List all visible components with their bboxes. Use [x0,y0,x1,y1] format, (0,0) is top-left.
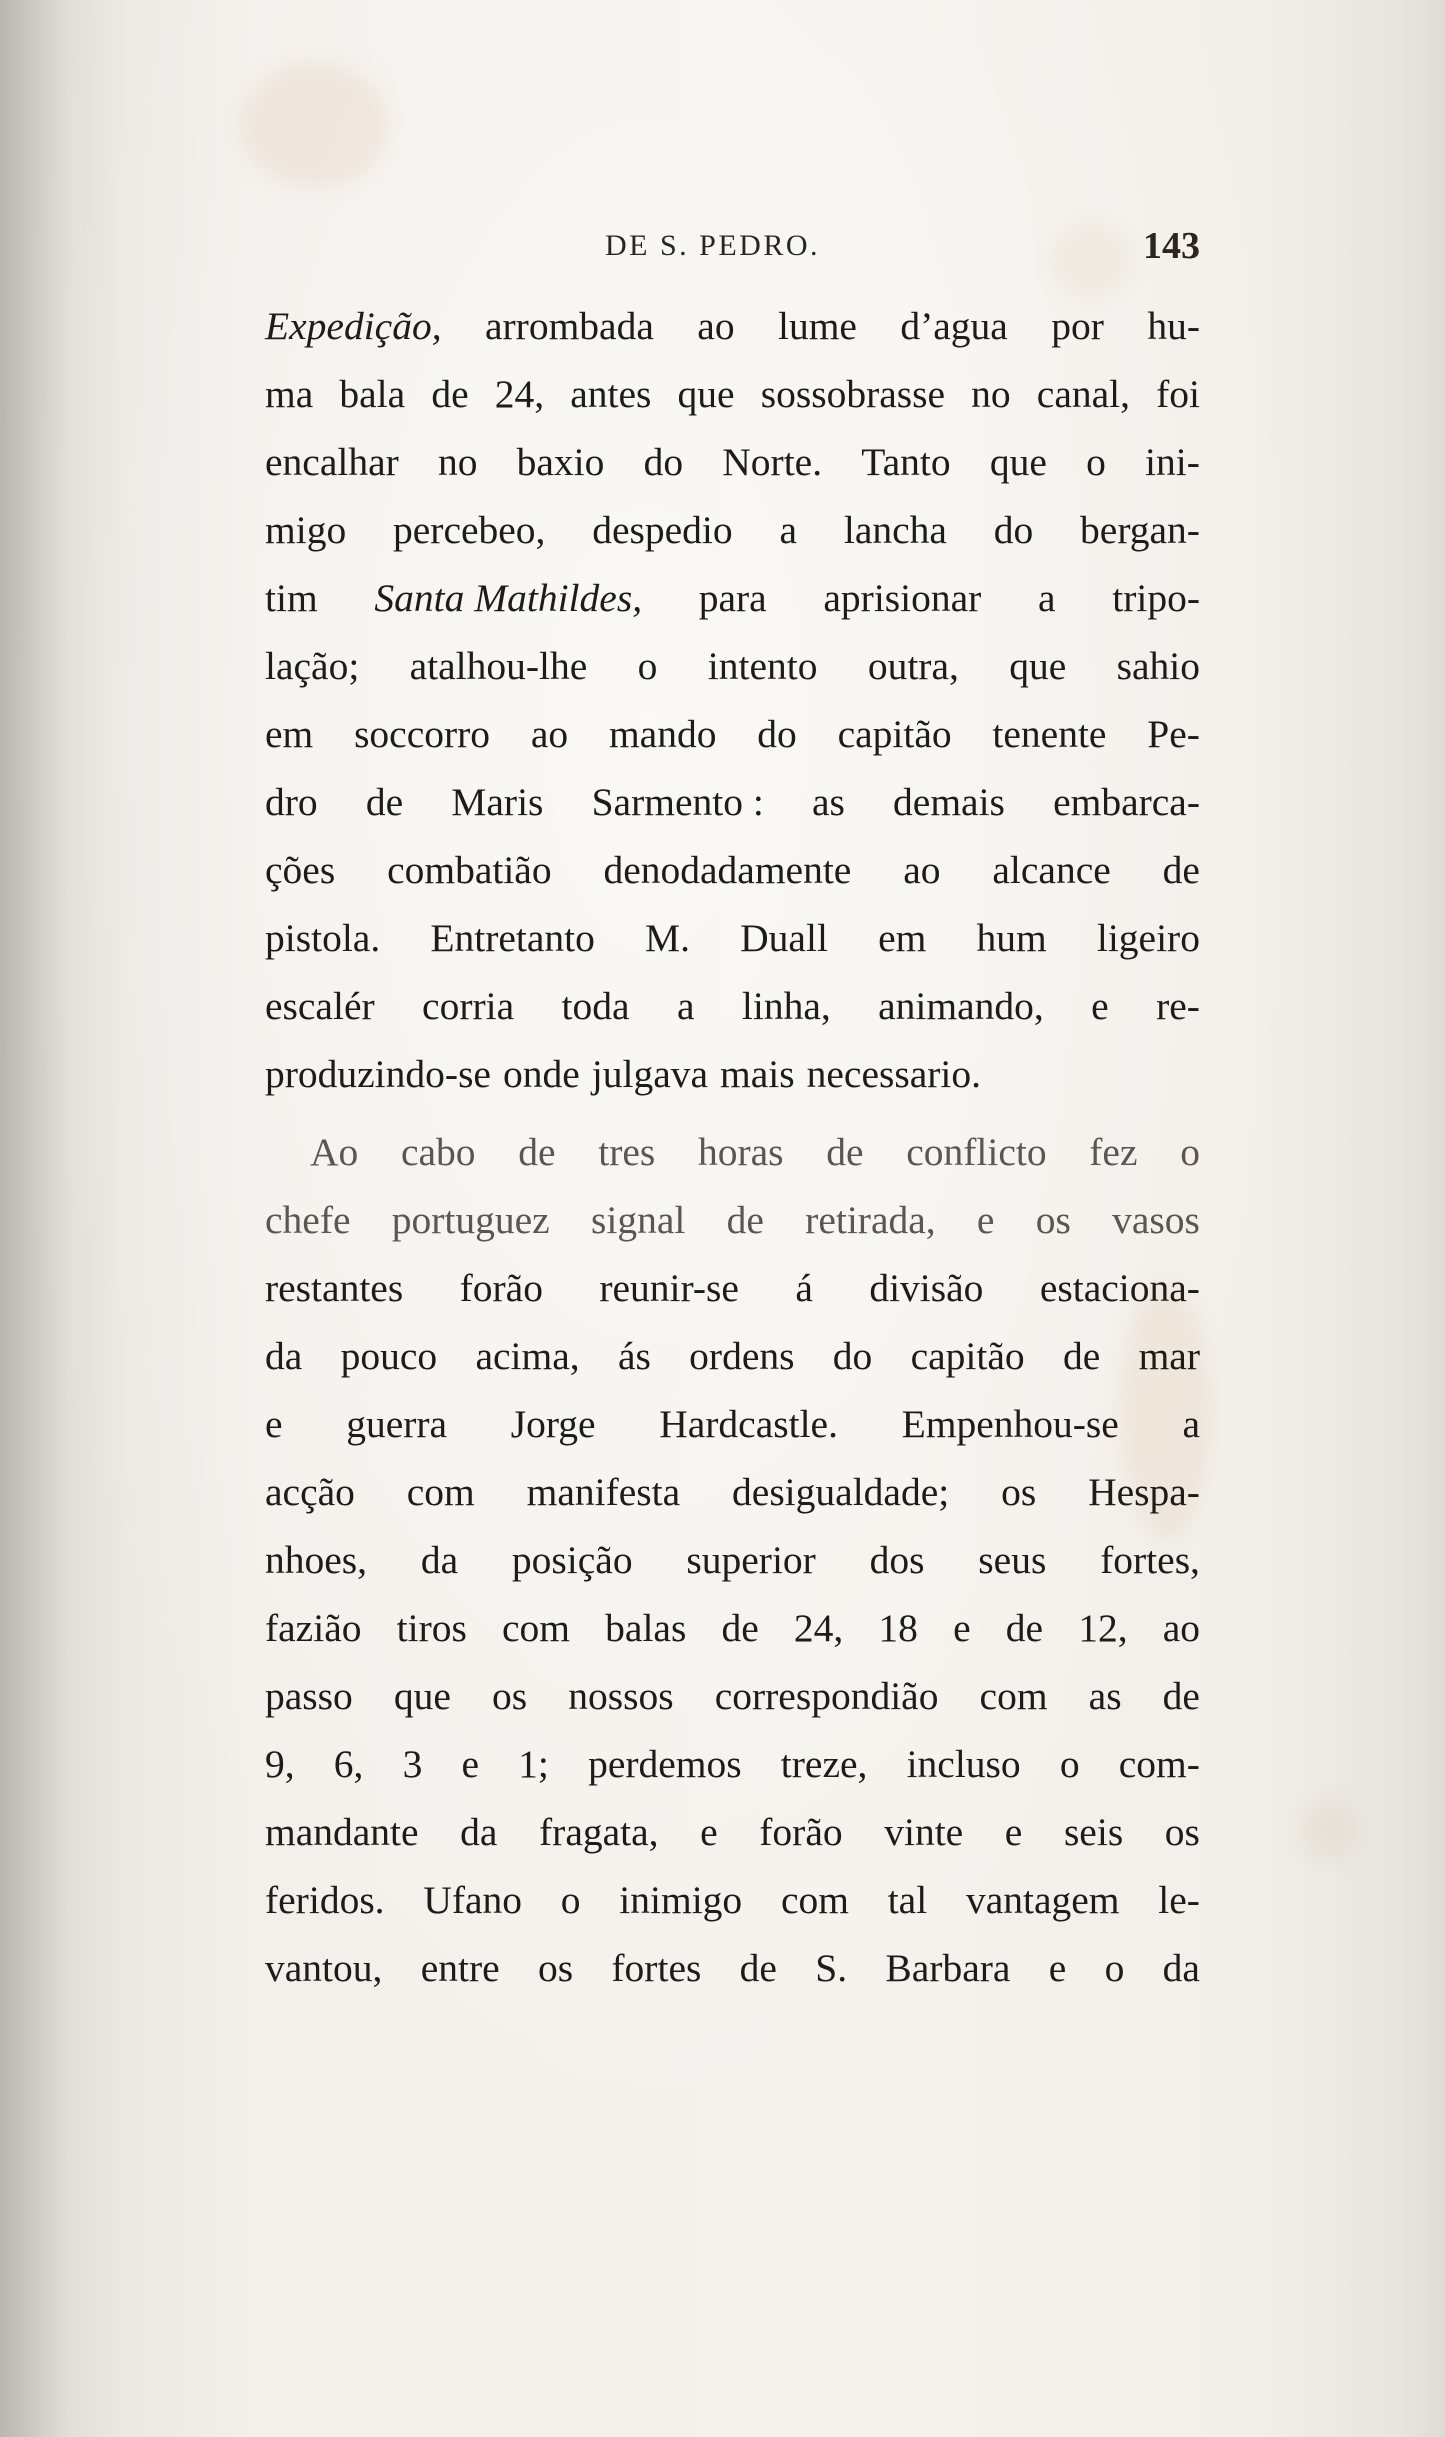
word: produzindo-se [265,1052,491,1096]
word: de [431,372,469,416]
word: 6, [333,1742,364,1786]
word: com [979,1674,1048,1718]
word: mais [720,1052,795,1096]
word: de [518,1130,556,1174]
word: de [1005,1606,1044,1650]
word: dos [869,1538,925,1582]
word: mandante [265,1810,419,1854]
word: seis [1063,1810,1124,1854]
word: perdemos [588,1742,742,1786]
word: despedio [592,508,733,552]
word: os [1164,1810,1200,1854]
word: Entretanto [430,916,595,960]
word: pouco [340,1334,438,1378]
word: para [698,576,767,620]
word: a [1182,1402,1200,1446]
text-line [265,1798,1200,1866]
word: os [492,1674,528,1718]
word: estaciona- [1039,1266,1200,1310]
word: pistola. [265,916,381,960]
word: tiros [396,1606,467,1650]
word: ini- [1145,440,1200,484]
word: a [676,984,695,1028]
word: mando [608,712,717,756]
word: Hardcastle. [659,1402,838,1446]
running-head [265,222,1200,270]
word: ao [530,712,569,756]
word: tenente [992,712,1107,756]
word: as [811,780,845,824]
word: que [677,372,735,416]
text-line [265,1934,1200,2002]
word: migo [265,508,347,552]
word: necessario. [806,1052,982,1096]
word: forão [759,1810,843,1854]
text-line [265,428,1200,496]
word: a [1038,576,1056,620]
word: vinte [884,1810,964,1854]
word: reunir-se [599,1266,739,1310]
word: antes [570,372,652,416]
text-line [265,496,1200,564]
word: embarca- [1053,780,1200,824]
word: chefe [265,1198,351,1242]
word: 1; [518,1742,549,1786]
word: Hespa- [1088,1470,1200,1514]
word: do [643,440,684,484]
text-line [265,1594,1200,1662]
word: atalhou-lhe [409,644,588,688]
word: ma [265,372,314,416]
word: do [832,1334,873,1378]
word: d’agua [900,304,1008,348]
word: retirada, [805,1198,936,1242]
word: foi [1156,372,1200,416]
word: superior [686,1538,816,1582]
word: forão [459,1266,543,1310]
word: ao [697,304,735,348]
word: Maris [451,780,544,824]
paper-stain [1300,1800,1360,1860]
text-line [265,632,1200,700]
word: as [1088,1674,1122,1718]
word: inimigo [619,1878,743,1922]
word: Expedição, [265,304,442,348]
word: 3 [402,1742,423,1786]
word: Santa Mathildes, [374,576,643,620]
word: Ufano [423,1878,523,1922]
word: ao [1162,1606,1200,1650]
word: de [1162,848,1200,892]
word: correspondião [714,1674,939,1718]
word: outra, [867,644,959,688]
word: escalér [265,984,375,1028]
text-line [265,700,1200,768]
text-line [265,1322,1200,1390]
text-line [265,1186,1200,1254]
word: hum [976,916,1047,960]
word: fragata, [539,1810,659,1854]
word: manifesta [526,1470,681,1514]
word: combatião [387,848,552,892]
word: cabo [400,1130,476,1174]
word: de [726,1198,764,1242]
text-line [265,360,1200,428]
word: sossobrasse [760,372,946,416]
word: Sarmento : [591,780,764,824]
word: da [1162,1946,1200,1990]
word: Tanto [861,440,951,484]
word: acção [265,1470,355,1514]
word: de [826,1130,864,1174]
word: arrombada [484,304,654,348]
word: soccorro [354,712,491,756]
word: da [460,1810,498,1854]
word: tim [265,576,318,620]
word: acima, [475,1334,580,1378]
word: ções [265,848,336,892]
text-line [265,292,1200,360]
word: da [265,1334,303,1378]
text-line [265,1254,1200,1322]
text-line [265,1662,1200,1730]
word: capitão [910,1334,1025,1378]
word: 24, [793,1606,844,1650]
word: de [721,1606,759,1650]
word: denodadamente [603,848,852,892]
gutter-shadow [0,0,70,2437]
text-line [265,564,1200,632]
word: Pe- [1147,712,1200,756]
text-line [265,1390,1200,1458]
word: e [976,1198,995,1242]
word: em [878,916,927,960]
word: com [502,1606,571,1650]
word: com [780,1878,849,1922]
text-line [265,1458,1200,1526]
word: Jorge [510,1402,596,1446]
page-number: 143 [1143,225,1200,267]
word: canal, [1036,372,1130,416]
word: o [637,644,658,688]
word: vantagem [965,1878,1120,1922]
word: do [757,712,797,756]
word: seus [978,1538,1047,1582]
word: treze, [780,1742,868,1786]
word: em [265,712,314,756]
word: aprisionar [823,576,982,620]
word: fazião [265,1606,362,1650]
word: S. [815,1946,848,1990]
word: de [1062,1334,1101,1378]
text-line [265,836,1200,904]
word: capitão [837,712,952,756]
word: mar [1138,1334,1200,1378]
word: com [406,1470,475,1514]
word: por [1051,304,1104,348]
word: 12, [1078,1606,1128,1650]
word: o [1180,1130,1200,1174]
text-line [265,1866,1200,1934]
text-line [265,1526,1200,1594]
word: balas [605,1606,687,1650]
word: lancha [843,508,947,552]
word: o [560,1878,581,1922]
word: Duall [740,916,828,960]
word: que [989,440,1047,484]
word: fortes, [1100,1538,1200,1582]
word: re- [1156,984,1200,1028]
word: le- [1158,1878,1200,1922]
word: divisão [869,1266,984,1310]
word: passo [265,1674,353,1718]
word: do [993,508,1034,552]
text-line [265,904,1200,972]
word: os [537,1946,574,1990]
word: de [739,1946,777,1990]
word: Barbara [885,1946,1011,1990]
word: portuguez [391,1198,550,1242]
word: baxio [516,440,605,484]
word: demais [893,780,1005,824]
text-line [265,1118,1200,1186]
word: onde [502,1052,580,1096]
word: o [1086,440,1106,484]
word: de [365,780,404,824]
word: e [1091,984,1109,1028]
word: corria [422,984,515,1028]
word: animando, [878,984,1044,1028]
word: da [420,1538,459,1582]
word: a [779,508,798,552]
word: ás [617,1334,651,1378]
paragraph-2 [265,1118,1200,2002]
word: que [1009,644,1067,688]
paragraph-1 [265,292,1200,1108]
word: de [1162,1674,1200,1718]
word: linha, [741,984,831,1028]
word: tres [598,1130,656,1174]
word: ao [903,848,941,892]
word: ligeiro [1096,916,1200,960]
word: lação; [265,644,360,688]
word: ordens [689,1334,795,1378]
word: bala [339,372,406,416]
text-line [265,768,1200,836]
word: incluso [906,1742,1021,1786]
body-text [265,292,1200,2002]
word: tal [887,1878,928,1922]
word: dro [265,780,318,824]
word: percebeo, [393,508,546,552]
text-line [265,972,1200,1040]
word: entre [420,1946,500,1990]
word: horas [697,1130,784,1174]
word: nhoes, [265,1538,368,1582]
word: desigualdade; [732,1470,950,1514]
word: e [1048,1946,1067,1990]
word: restantes [265,1266,404,1310]
word: 9, [265,1742,295,1786]
word: Norte. [722,440,823,484]
word: fortes [611,1946,702,1990]
word: tripo- [1112,576,1200,620]
word: lume [777,304,857,348]
running-title: DE S. PEDRO. [605,229,821,262]
word: os [1035,1198,1071,1242]
word: toda [561,984,630,1028]
text-line [265,1040,1200,1108]
word: feridos. [265,1878,385,1922]
word: e [700,1810,718,1854]
word: posição [511,1538,633,1582]
word: sahio [1116,644,1200,688]
word: Ao [310,1130,359,1174]
paper-stain [240,60,390,190]
word: alcance [992,848,1111,892]
word: os [1001,1470,1037,1514]
word: 18 [878,1606,918,1650]
word: com- [1118,1742,1200,1786]
word: que [393,1674,451,1718]
word: o [1104,1946,1125,1990]
word: e [1004,1810,1023,1854]
word: guerra [346,1402,448,1446]
word: vasos [1112,1198,1200,1242]
word: intento [707,644,818,688]
word: e [265,1402,283,1446]
word: o [1059,1742,1080,1786]
word: bergan- [1080,508,1200,552]
word: nossos [568,1674,674,1718]
word: no [437,440,478,484]
word: e [953,1606,971,1650]
word: signal [590,1198,686,1242]
word: Empenhou-se [901,1402,1119,1446]
word: e [461,1742,480,1786]
word: conflicto [906,1130,1047,1174]
word: vantou, [265,1946,383,1990]
word: M. [645,916,691,960]
text-line [265,1730,1200,1798]
word: encalhar [265,440,399,484]
word: no [971,372,1011,416]
word: fez [1089,1130,1138,1174]
word: julgava [591,1052,709,1096]
word: hu- [1147,304,1200,348]
word: 24, [494,372,545,416]
word: á [795,1266,813,1310]
